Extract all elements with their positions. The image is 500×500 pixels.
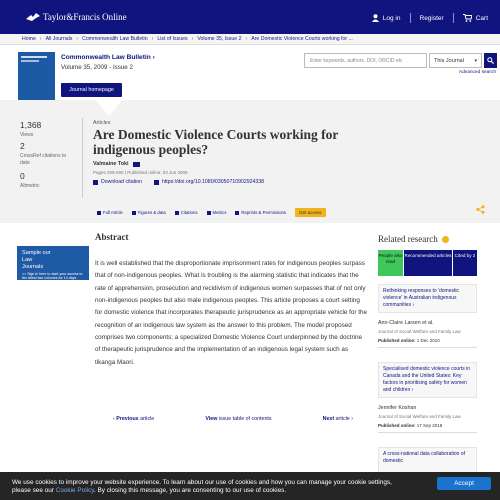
related-item-title[interactable]: Rethinking responses to 'domestic violence' in Australian indigenous communities › bbox=[378, 284, 477, 313]
cookie-banner bbox=[0, 472, 500, 500]
tab-recommended-articles[interactable]: Recommended articles bbox=[404, 250, 452, 276]
share-button[interactable] bbox=[476, 205, 485, 216]
breadcrumb-separator: › bbox=[76, 36, 79, 42]
breadcrumb-separator: › bbox=[151, 36, 154, 42]
issue-bold: View bbox=[205, 416, 218, 422]
related-divider bbox=[378, 432, 477, 433]
journal-title-text: Commonwealth Law Bulletin bbox=[61, 54, 151, 61]
crossref-count[interactable]: 2 bbox=[20, 141, 25, 151]
get-access-button[interactable]: Get access bbox=[295, 208, 326, 217]
tab-citations[interactable] bbox=[175, 210, 198, 215]
related-divider bbox=[378, 347, 477, 348]
cover-decoration bbox=[21, 56, 47, 58]
breadcrumb-all-journals[interactable]: All Journals bbox=[45, 36, 73, 42]
doi-link[interactable]: https://doi.org/10.1080/03050710902924338 bbox=[161, 179, 265, 185]
breadcrumb-volume[interactable]: Volume 35, Issue 2 bbox=[197, 36, 242, 42]
published-label: Published online: bbox=[378, 338, 416, 343]
cookie-text-b: . By closing this message, you are consenting to our use of cookies. bbox=[93, 486, 287, 494]
image-icon bbox=[132, 211, 136, 215]
quote-icon bbox=[175, 211, 179, 215]
related-heading-text: Related research bbox=[378, 234, 438, 244]
sample-subtitle: >> Sign in here to start your access to the latest two volumes for 14 days bbox=[22, 272, 83, 281]
info-icon[interactable] bbox=[442, 236, 449, 243]
author-name: Valmaine Toki bbox=[93, 161, 129, 167]
share-icon bbox=[476, 205, 485, 214]
previous-bold: Previous bbox=[116, 416, 139, 422]
document-icon bbox=[97, 211, 101, 215]
download-citation-link[interactable]: Download citation bbox=[101, 179, 142, 185]
search-scope-select[interactable] bbox=[429, 53, 482, 68]
breadcrumb-issues[interactable]: List of Issues bbox=[157, 36, 188, 42]
link-icon bbox=[154, 180, 159, 185]
cookie-text-line2 bbox=[12, 487, 500, 495]
tab-people-also-read[interactable]: People also read bbox=[378, 250, 403, 276]
next-rest: article bbox=[334, 416, 350, 422]
related-research-heading bbox=[378, 234, 449, 244]
register-label: Register bbox=[419, 14, 444, 22]
article-type: Articles bbox=[93, 120, 111, 126]
breadcrumb-separator: › bbox=[245, 36, 248, 42]
brand-logo[interactable] bbox=[26, 12, 127, 22]
article-header-band bbox=[0, 100, 500, 223]
article-author[interactable] bbox=[93, 161, 140, 167]
breadcrumb-current: Are Domestic Violence Courts working for ... bbox=[251, 36, 353, 42]
cart-label: Cart bbox=[475, 14, 488, 22]
cover-decoration bbox=[21, 60, 39, 62]
breadcrumb-separator: › bbox=[39, 36, 42, 42]
envelope-icon[interactable] bbox=[133, 162, 140, 167]
altmetric-label[interactable]: Altmetric bbox=[20, 183, 40, 189]
article-title: Are Domestic Violence Courts working for indigenous peoples? bbox=[93, 127, 339, 157]
login-link[interactable] bbox=[372, 14, 401, 22]
cart-link[interactable] bbox=[463, 14, 488, 22]
crossref-label[interactable]: CrossRef citations to date bbox=[20, 153, 67, 166]
accept-cookies-button[interactable]: Accept bbox=[437, 477, 491, 490]
previous-article-link[interactable]: ‹ Previous article bbox=[113, 416, 155, 422]
related-title-text: Rethinking responses to 'domestic violence' in Australian indigenous communities bbox=[383, 288, 459, 308]
brand-name: Taylor&Francis Online bbox=[43, 12, 127, 22]
views-label: Views bbox=[20, 132, 34, 138]
metrics-label: Metrics bbox=[212, 210, 227, 215]
related-item-journal: Journal of Social Welfare and Family Law bbox=[378, 329, 461, 334]
full-article-label: Full Article bbox=[103, 210, 123, 215]
cookie-text-a: please see our bbox=[12, 486, 56, 494]
issue-rest: issue table of contents bbox=[217, 416, 272, 422]
article-toolbar bbox=[97, 208, 326, 217]
search-icon bbox=[487, 57, 494, 64]
login-label: Log in bbox=[382, 14, 401, 22]
journal-title[interactable] bbox=[61, 54, 155, 61]
search-button[interactable] bbox=[484, 53, 497, 68]
cookie-text-line1: We use cookies to improve your website experience. To learn about our use of cookies and how you can manage your cookie settings, bbox=[12, 479, 392, 486]
sample-title: Sample our Law Journals bbox=[22, 250, 51, 270]
next-article-link[interactable]: Next article › bbox=[322, 416, 353, 422]
user-icon bbox=[372, 14, 379, 22]
chevron-down-icon: ▾ bbox=[474, 58, 477, 64]
related-title-text: A cross-national data collaboration of domestic bbox=[383, 451, 465, 464]
reprints-label: Reprints & Permissions bbox=[241, 210, 287, 215]
published-label: Published online: bbox=[378, 423, 416, 428]
related-item-published bbox=[378, 423, 477, 428]
related-item-title[interactable]: Specialised domestic violence courts in Canada and the United States: Key factors in prioritising safety for women and children › bbox=[378, 362, 477, 398]
citations-label: Citations bbox=[180, 210, 198, 215]
nav-divider bbox=[410, 13, 411, 23]
top-nav bbox=[372, 13, 488, 23]
breadcrumb bbox=[0, 34, 500, 45]
chevron-right-icon: › bbox=[152, 54, 155, 61]
journal-volume: Volume 35, 2009 - Issue 2 bbox=[61, 64, 133, 71]
related-item-author: Ann-Claire Larsen et al. bbox=[378, 320, 434, 326]
article-links bbox=[93, 179, 264, 185]
search-input[interactable]: Enter keywords, authors, DOI, ORCID etc bbox=[304, 53, 427, 68]
breadcrumb-separator: › bbox=[191, 36, 194, 42]
cookie-policy-link[interactable]: Cookie Policy bbox=[55, 486, 94, 494]
cart-icon bbox=[463, 14, 472, 22]
sample-journals-banner[interactable] bbox=[17, 246, 89, 280]
register-link[interactable] bbox=[420, 15, 444, 22]
altmetric-count[interactable]: 0 bbox=[20, 171, 25, 181]
breadcrumb-journal[interactable]: Commonwealth Law Bulletin bbox=[82, 36, 148, 42]
published-date: 1 Dec 2010 bbox=[416, 338, 440, 343]
article-pages: Pages 259-290 | Published online: 03 Jun 2009 bbox=[93, 170, 188, 175]
advanced-search-link[interactable]: Advanced search bbox=[458, 70, 496, 75]
related-item bbox=[378, 362, 477, 433]
related-title-text: Specialised domestic violence courts in Canada and the United States: Key factors in prioritising safety for women and children bbox=[383, 366, 470, 393]
published-date: 17 Sep 2018 bbox=[416, 423, 443, 428]
related-item-journal: Journal of Social Welfare and Family Law bbox=[378, 414, 461, 419]
top-header bbox=[0, 0, 500, 34]
abstract-heading: Abstract bbox=[95, 232, 129, 242]
views-count: 1,368 bbox=[20, 120, 42, 130]
related-item-author: Jennifer Koshan bbox=[378, 405, 417, 411]
search-scope-value: This Journal bbox=[434, 58, 464, 64]
metrics-divider bbox=[82, 118, 83, 198]
permissions-icon bbox=[235, 211, 239, 215]
tab-metrics[interactable] bbox=[207, 210, 227, 215]
breadcrumb-home[interactable]: Home bbox=[22, 36, 36, 42]
tab-reprints[interactable] bbox=[235, 210, 286, 215]
related-item bbox=[378, 284, 477, 348]
article-pager bbox=[113, 416, 353, 422]
bar-chart-icon bbox=[207, 211, 211, 215]
tab-figures[interactable] bbox=[132, 210, 166, 215]
logo-icon bbox=[26, 13, 40, 21]
nav-divider bbox=[453, 13, 454, 23]
download-icon bbox=[93, 180, 98, 185]
previous-rest: article bbox=[138, 416, 155, 422]
journal-homepage-button[interactable]: Journal homepage bbox=[61, 83, 122, 97]
related-item-published bbox=[378, 338, 477, 343]
tab-full-article[interactable] bbox=[97, 210, 123, 215]
journal-cover-image[interactable] bbox=[18, 52, 55, 100]
next-bold: Next bbox=[322, 416, 335, 422]
issue-toc-link[interactable] bbox=[205, 416, 271, 422]
abstract-text: It is well established that the disproportionate imprisonment rates for indigenous peoples surpass that of non-indigenous peoples. What is troubling is the alarming statistic that indicates that the rate of apprehension, prosecution and recidivism of indigenous women surpasses that of not only non-indigenous peoples but also male indigenous peoples. This article proposes a court setting for domestic violence that incorporates therapeutic jurisprudence as an appropriate vehicle for the recognition of an indigenous law system as the answer to this problem. The model proposed comprises two components; a specialized Domestic Violence Court underpinned by the doctrine of therapeutic jurisprudence and the implementation of an indigenous legal system such as tikanga Maori. bbox=[95, 260, 367, 366]
band-pointer bbox=[96, 100, 122, 116]
figures-label: Figures & data bbox=[137, 210, 166, 215]
tab-cited-by[interactable]: Cited by 2 bbox=[453, 250, 477, 276]
related-tabs bbox=[378, 250, 477, 276]
